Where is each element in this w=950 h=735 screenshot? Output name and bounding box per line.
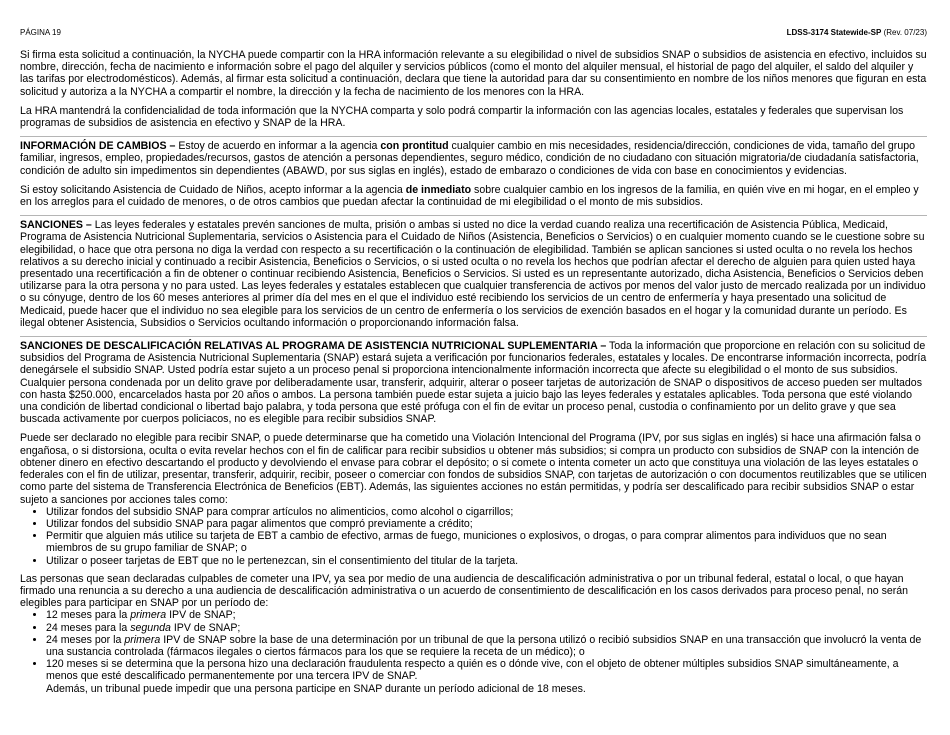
- disqualification-paragraph: SANCIONES DE DESCALIFICACIÓN RELATIVAS AL PROGRAMA DE ASISTENCIA NUTRICIONAL SUPLEMENTARIA – Toda la información que proporcione en relación con su solicitud de subsidios del Programa de Asistencia Nutricional Suplementaria (SNAP) estará sujeta a verificación por funcionarios federales, estatales y locales. De encontrarse información incorrecta, podría denegársele el subsidio SNAP. Usted podría estar sujeto a un proceso penal si proporciona intencionalmente información incorrecta que afecte su elegibilidad o el monto de sus subsidios. Cualquier persona condenada por un delito grave por deliberadamente usar, transferir, adquirir, alterar o poseer tarjetas de autorización de SNAP o dispositivos de acceso pueden ser multados con hasta $250.000, encarcelados hasta por 20 años o ambos. La persona también puede estar sujeta a juicio bajo las leyes federales y estatales aplicables. Toda persona que esté violando una condición de libertad condicional o libertad bajo palabra, y toda persona que esté prófuga con el fin de evitar un proceso penal, custodia o confinamiento por un delito grave y que sea buscada activamente por cuerpos policiacos, no es elegible para recibir subsidios SNAP.: [20, 340, 927, 426]
- form-identifier: [787, 28, 927, 37]
- list-item: • 24 meses por la primera IPV de SNAP sobre la base de una determinación por un tribunal de que la persona utilizó o recibió subsidios SNAP en una transacción que involucró la venta de una sustancia controlada (fármacos ilegales o ciertos fármacos para los que se requiere la receta de un médico); o: [46, 634, 927, 658]
- changes-paragraph: INFORMACIÓN DE CAMBIOS – Estoy de acuerdo en informar a la agencia con prontitud cualquier cambio en mis necesidades, residencia/dirección, condiciones de vida, tamaño del grupo familiar, ingresos, empleo, propiedades/recursos, gastos de atención a personas dependientes, seguro médico, condición de no ciudadano con situación migratoria/de ciudadanía satisfactoria, condición de adulto sin impedimentos sin dependientes (ABAWD, por sus siglas en inglés), estado de embarazo o condiciones de vida con base en conocimientos y evidencias.: [20, 140, 919, 177]
- penalty-periods-paragraph: Las personas que sean declaradas culpables de cometer una IPV, ya sea por medio de una audiencia de descalificación administrativa o por un tribunal federal, estatal o local, o que hayan firmado una renuncia a su derecho a una audiencia de descalificación administrativa o un acuerdo de consentimiento de descalificación en los casos derivados para proceso penal, no serán elegibles para participar en SNAP por un período de:: [20, 572, 909, 610]
- list-item: • 120 meses si se determina que la persona hizo una declaración fraudulenta respecto a quién es o dónde vive, con el objeto de obtener múltiples subsidios SNAP simultáneamente, a menos que esté descalificado permanentemente por una tercera IPV de SNAP.: [46, 658, 927, 682]
- form-id: LDSS-3174 Statewide-SP: [786, 28, 882, 37]
- list-item: • Utilizar fondos del subsidio SNAP para pagar alimentos que compró previamente a crédito;: [46, 518, 927, 530]
- section-divider: [20, 336, 927, 337]
- additional-period-note: Además, un tribunal puede impedir que una persona participe en SNAP durante un período adicional de 18 meses.: [46, 682, 586, 695]
- page-header: [20, 28, 927, 40]
- sanctions-paragraph: SANCIONES – Las leyes federales y estatales prevén sanciones de multa, prisión o ambas si usted no dice la verdad cuando realiza una recertificación de Asistencia Pública, Medicaid, Programa de Asistencia Nutricional Suplementaria, servicios o Asistencia para el Cuidado de Niños (Asistencia, Beneficios o Servicios) o en cualquier momento cuando se le cuestione sobre su elegibilidad, o hace que otra persona no diga la verdad con respecto a su recertificación o la continuación de elegibilidad. También se aplican sanciones si usted oculta o no revela los hechos relativos a su derecho inicial y continuado a recibir Asistencia, Beneficios o Servicios, o si usted oculta o no revela los hechos que podrían afectar el derecho de alguien para quien usted haya presentado una recertificación a fin de obtener o continuar recibiendo Asistencia, Beneficios o Servicios. Si usted es un representante autorizado, dicha Asistencia, Beneficios o Servicios deben utilizarse para la otra persona y no para usted. Las leyes federales y estatales establecen que cualquier transferencia de activos por menos del valor justo de mercado realizada por un individuo o su cónyuge, dentro de los 60 meses anteriores al primer día del mes en el que el individuo esté recibiendo los servicios de un centro de enfermería y haya presentado una solicitud de Medicaid, puede hacer que el individuo no sea elegible para los servicios de un centro de enfermería o los servicios de exención basados en el hogar y la comunidad durante un período. Es ilegal obtener Asistencia, Subsidios o Servicios ocultando información o proporcionando información falsa.: [20, 219, 926, 329]
- list-item: • Permitir que alguien más utilice su tarjeta de EBT a cambio de efectivo, armas de fuego, municiones o explosivos, o drogas, o para comprar alimentos para individuos que no sean miembros de su grupo familiar de SNAP; o: [46, 530, 927, 554]
- list-item: • Utilizar o poseer tarjetas de EBT que no le pertenezcan, sin el consentimiento del titular de la tarjeta.: [46, 555, 927, 567]
- section-divider: [20, 136, 927, 137]
- changes-heading: INFORMACIÓN DE CAMBIOS –: [20, 140, 176, 153]
- disqualification-heading: SANCIONES DE DESCALIFICACIÓN RELATIVAS AL PROGRAMA DE ASISTENCIA NUTRICIONAL SUPLEMENTARIA –: [20, 340, 607, 353]
- page-number: PÁGINA 19: [20, 28, 61, 37]
- hra-confidentiality-paragraph: La HRA mantendrá la confidencialidad de toda información que la NYCHA comparta y solo podrá compartir la información con las agencias locales, estatales y federales que supervisan los programas de subsidios de asistencia en efectivo y SNAP de la HRA.: [20, 104, 904, 130]
- nycha-consent-paragraph: Si firma esta solicitud a continuación, la NYCHA puede compartir con la HRA información relevante a su elegibilidad o nivel de subsidios SNAP o subsidios de asistencia en efectivo, incluidos su nombre, dirección, fecha de nacimiento e información sobre el pago del alquiler y servicios públicos (como el monto del alquiler mensual, el historial de pago del alquiler, el saldo del alquiler y las tarifas por electrodomésticos). Además, al firmar esta solicitud a continuación, declara que tiene la autoridad para dar su consentimiento en nombre de los niños menores que figuran en esta solicitud y autoriza a la NYCHA a compartir el nombre, la dirección y la fecha de nacimiento de los menores con la HRA.: [20, 49, 927, 98]
- page-content: [20, 49, 927, 695]
- form-revision: (Rev. 07/23): [883, 28, 927, 37]
- section-divider: [20, 215, 927, 216]
- ipv-paragraph: Puede ser declarado no elegible para recibir SNAP, o puede determinarse que ha cometido una Violación Intencional del Programa (IPV, por sus siglas en inglés) si hace una afirmación falsa o engañosa, o si distorsiona, oculta o evita revelar hechos con el fin de calificar para recibir subsidios u obtener más subsidios; si compra un producto con subsidios de SNAP con la intención de obtener dinero en efectivo descartando el producto y devolviendo el envase para cobrar el depósito; o si comete o intenta cometer un acto que constituya una violación de las leyes estatales o federales con el fin de utilizar, presentar, transferir, adquirir, recibir, poseer o comerciar con fondos de subsidios SNAP, con tarjetas de autorización o con documentos reutilizables que se utilicen como parte del sistema de Transferencia Electrónica de Beneficios (EBT). Además, las siguientes acciones no están permitidas, y podría ser descalificado para recibir subsidios SNAP o estar sujeto a sanciones por acciones tales como:: [20, 432, 927, 506]
- prohibited-actions-list: [20, 506, 927, 567]
- list-item: • Utilizar fondos del subsidio SNAP para comprar artículos no alimenticios, como alcohol o cigarrillos;: [46, 506, 927, 518]
- sanctions-heading: SANCIONES –: [20, 219, 92, 232]
- list-item: • 24 meses para la segunda IPV de SNAP;: [46, 622, 927, 634]
- penalty-periods-list: [20, 609, 927, 682]
- child-care-changes-paragraph: Si estoy solicitando Asistencia de Cuidado de Niños, acepto informar a la agencia de inmediato sobre cualquier cambio en los ingresos de la familia, en quién vive en mi hogar, en el empleo y en los arreglos para el cuidado de menores, o de otros cambios que puedan afectar la continuidad de mi elegibilidad o el monto de mis subsidios.: [20, 183, 919, 209]
- list-item: • 12 meses para la primera IPV de SNAP;: [46, 609, 927, 621]
